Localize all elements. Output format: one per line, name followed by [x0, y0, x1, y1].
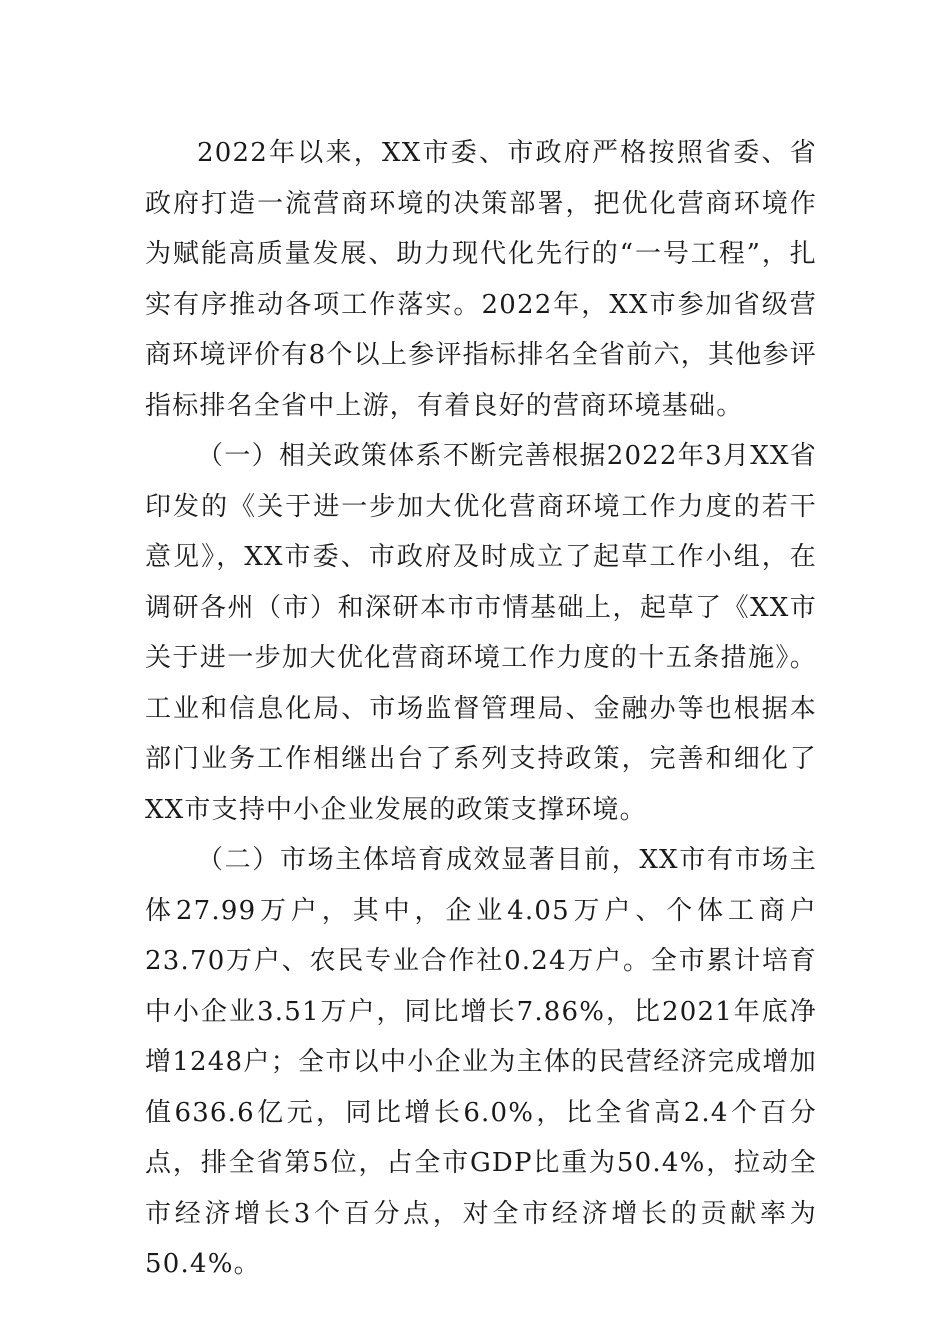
- paragraph-policy-system: （一）相关政策体系不断完善根据2022年3月XX省印发的《关于进一步加大优化营商环境工作力度的若干意见》，XX市委、市政府及时成立了起草工作小组，在调研各州（市）和深研本市市情基础上，起草了《XX市关于进一步加大优化营商环境工作力度的十五条措施》。工业和信息化局、市场监督管理局、金融办等也根据本部门业务工作相继出台了系列支持政策，完善和细化了XX市支持中小企业发展的政策支撑环境。: [145, 441, 817, 825]
- document-body: [145, 128, 817, 1290]
- paragraph-market-entities: （二）市场主体培育成效显著目前，XX市有市场主体27.99万户，其中，企业4.05万户、个体工商户23.70万户、农民专业合作社0.24万户。全市累计培育中小企业3.51万户，同比增长7.86%，比2021年底净增1248户；全市以中小企业为主体的民营经济完成增加值636.6亿元，同比增长6.0%，比全省高2.4个百分点，排全省第5位，占全市GDP比重为50.4%，拉动全市经济增长3个百分点，对全市经济增长的贡献率为50.4%。: [145, 845, 817, 1279]
- paragraph-intro: 2022年以来，XX市委、市政府严格按照省委、省政府打造一流营商环境的决策部署，把优化营商环境作为赋能高质量发展、助力现代化先行的“一号工程”，扎实有序推动各项工作落实。2022年，XX市参加省级营商环境评价有8个以上参评指标排名全省前六，其他参评指标排名全省中上游，有着良好的营商环境基础。: [145, 138, 817, 421]
